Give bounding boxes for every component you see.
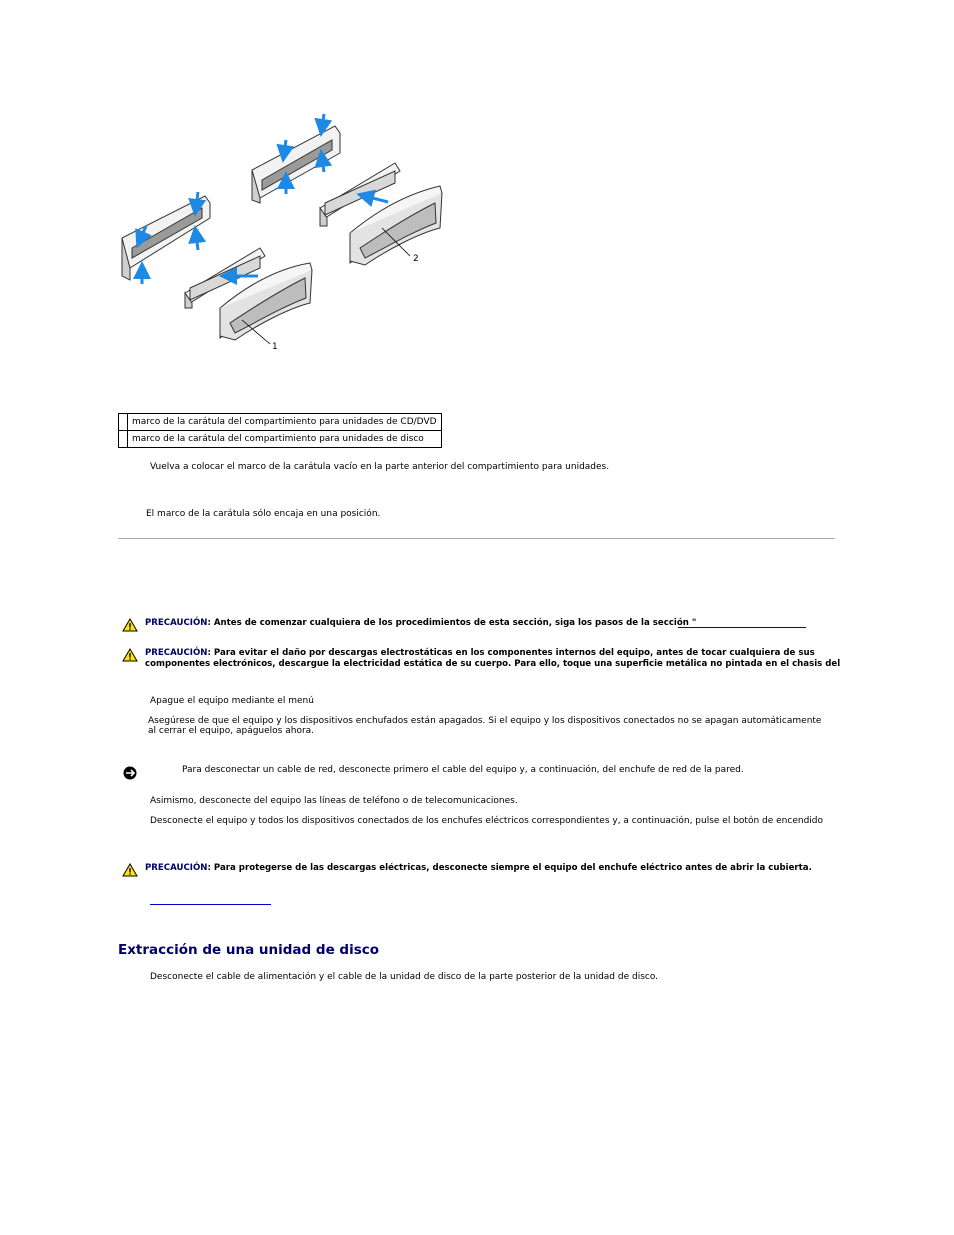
section-divider — [118, 538, 835, 539]
step-unplug: Desconecte el equipo y todos los dispositivos conectados de los enchufes eléctricos correspondientes y, a continuación, pulse el botón de encendido — [150, 816, 823, 826]
warning-triangle-icon — [122, 648, 138, 662]
open-cover-link[interactable] — [150, 904, 271, 905]
step-shutdown: Apague el equipo mediante el menú — [150, 696, 314, 706]
caution-label: PRECAUCIÓN: — [145, 618, 211, 628]
before-start-link[interactable] — [678, 627, 806, 628]
caution-text-line1: Para evitar el daño por descargas electrostáticas en los componentes internos del equipo, antes de tocar cualquiera de sus — [213, 648, 815, 658]
callout-2: 2 — [413, 254, 419, 264]
caution-label: PRECAUCIÓN: — [145, 648, 211, 658]
step-phone-lines: Asimismo, desconecte del equipo las líneas de teléfono o de telecomunicaciones. — [150, 796, 518, 806]
legend-number — [119, 431, 128, 448]
step-disconnect-cables: Desconecte el cable de alimentación y el cable de la unidad de disco de la parte posterior de la unidad de disco. — [150, 972, 659, 982]
legend-row — [119, 431, 442, 448]
notice-icon — [123, 766, 137, 780]
legend-row — [119, 414, 442, 431]
step-ensure-off-line1: Asegúrese de que el equipo y los dispositivos enchufados están apagados. Si el equipo y los dispositivos conectados no se apagan automáticamente — [148, 716, 822, 726]
fit-note: El marco de la carátula sólo encaja en una posición. — [146, 509, 381, 519]
section-heading: Extracción de una unidad de disco — [118, 942, 380, 958]
caution-text-line2: componentes electrónicos, descargue la electricidad estática de su cuerpo. Para ello, toque una superficie metálica no pintada en el chasis del — [145, 658, 841, 669]
caution-text: Antes de comenzar cualquiera de los procedimientos de esta sección, siga los pasos de la sección " — [213, 618, 697, 628]
legend-text: marco de la carátula del compartimiento para unidades de disco — [128, 431, 442, 448]
step-ensure-off-line2: al cerrar el equipo, apáguelos ahora. — [148, 726, 315, 736]
callout-1: 1 — [272, 342, 278, 352]
warning-triangle-icon — [122, 618, 138, 632]
caution-label: PRECAUCIÓN: — [145, 863, 211, 873]
warning-triangle-icon — [122, 863, 138, 877]
bezel-insert-illustration — [110, 108, 455, 358]
legend-table — [118, 413, 442, 448]
legend-text: marco de la carátula del compartimiento para unidades de CD/DVD — [128, 414, 442, 431]
legend-number — [119, 414, 128, 431]
notice-text: Para desconectar un cable de red, desconecte primero el cable del equipo y, a continuación, del enchufe de red de la pared. — [182, 765, 744, 775]
caution-text: Para protegerse de las descargas eléctricas, desconecte siempre el equipo del enchufe eléctrico antes de abrir la cubierta. — [213, 863, 812, 873]
step-replace-insert: Vuelva a colocar el marco de la carátula vacío en la parte anterior del compartimiento para unidades. — [150, 462, 610, 472]
